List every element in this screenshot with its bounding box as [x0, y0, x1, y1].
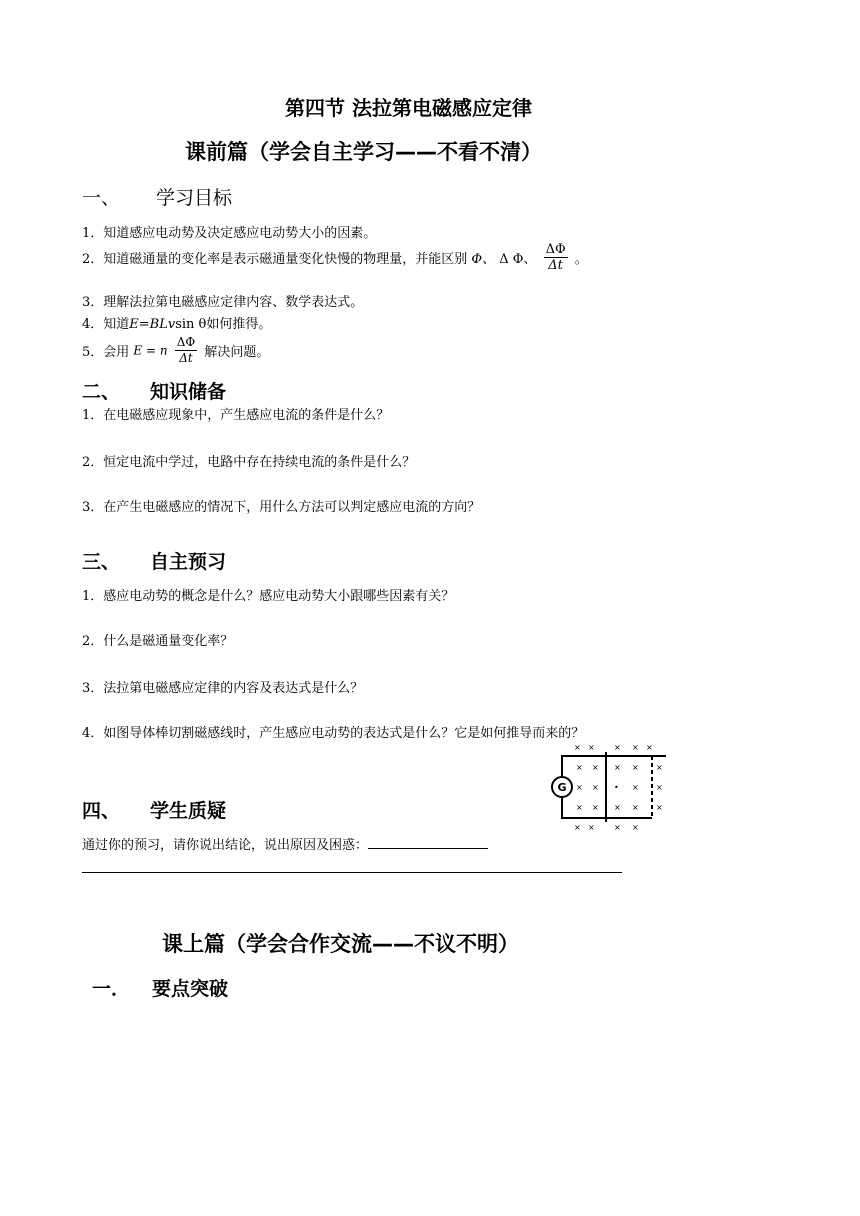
svg-text:×: × — [614, 823, 621, 832]
svg-text:×: × — [656, 783, 663, 792]
sec3-label: 自主预习 — [150, 551, 227, 573]
sec1-item-4-end: 如何推得。 — [206, 317, 272, 332]
part1-heading: 课前篇（学会自主学习——不看不清） — [185, 140, 542, 164]
sec1-item-2-end: 。 — [574, 252, 588, 267]
sec1-item-3: 3．理解法拉第电磁感应定律内容、数学表达式。 — [82, 295, 364, 310]
fraction-denominator: Δt — [548, 258, 563, 273]
phi-symbol: Φ、 — [471, 252, 496, 267]
sec2-item-3: 3．在产生电磁感应的情况下，用什么方法可以判定感应电流的方向？ — [82, 500, 481, 515]
flux-change-rate-fraction — [544, 242, 568, 273]
svg-text:×: × — [632, 803, 639, 812]
delta-phi-symbol: Δ Φ、 — [499, 252, 537, 267]
svg-text:×: × — [592, 763, 599, 772]
sec5-label: 要点突破 — [152, 978, 229, 1000]
sec1-heading — [82, 183, 232, 210]
faraday-lhs: E = n — [133, 343, 168, 358]
sec4-number: 四、 — [82, 800, 121, 822]
svg-text:×: × — [576, 763, 583, 772]
sec4-heading — [82, 796, 226, 823]
sec2-item-1: 1．在电磁感应现象中，产生感应电流的条件是什么？ — [82, 408, 390, 423]
svg-text:×: × — [574, 743, 581, 752]
svg-text:×: × — [656, 763, 663, 772]
svg-text:×: × — [588, 743, 595, 752]
sec3-heading — [82, 547, 226, 574]
sec3-number: 三、 — [82, 551, 121, 573]
fraction-numerator: ΔΦ — [545, 242, 566, 257]
svg-text:×: × — [588, 823, 595, 832]
svg-text:×: × — [632, 743, 639, 752]
svg-text:×: × — [632, 823, 639, 832]
sec4-label: 学生质疑 — [150, 800, 227, 822]
svg-text:×: × — [592, 803, 599, 812]
sec1-item-5 — [82, 335, 269, 366]
answer-blank[interactable] — [368, 836, 488, 849]
sec3-item-4: 4．如图导体棒切割磁感线时，产生感应电动势的表达式是什么？它是如何推导而来的？ — [82, 726, 585, 741]
sec1-item-4-text: 4．知道 — [82, 317, 130, 332]
sec1-item-4 — [82, 313, 271, 332]
sec1-item-5-text: 5．会用 — [82, 345, 130, 360]
svg-text:×: × — [592, 783, 599, 792]
sec1-item-5-end: 解决问题。 — [204, 345, 270, 360]
svg-text:×: × — [574, 823, 581, 832]
emf-formula-sin: sin θ — [175, 317, 207, 332]
sec4-prompt-text: 通过你的预习，请你说出结论，说出原因及困惑： — [82, 838, 369, 853]
part2-heading: 课上篇（学会合作交流——不议不明） — [162, 932, 519, 956]
svg-text:×: × — [632, 783, 639, 792]
sec5-heading — [92, 974, 228, 1001]
svg-text:×: × — [576, 803, 583, 812]
sec4-prompt — [82, 834, 488, 853]
faraday-numerator: ΔΦ — [176, 335, 196, 349]
sec2-heading — [82, 377, 226, 404]
faraday-denominator: Δt — [179, 351, 193, 365]
svg-text:•: • — [614, 783, 619, 792]
faraday-fraction — [175, 335, 198, 366]
sec1-item-2 — [82, 242, 588, 273]
svg-text:×: × — [614, 803, 621, 812]
sec1-item-1: 1．知道感应电动势及决定感应电动势大小的因素。 — [82, 226, 377, 241]
svg-text:×: × — [614, 763, 621, 772]
sec5-number: 一． — [92, 978, 131, 1000]
svg-text:×: × — [632, 763, 639, 772]
sec3-item-2: 2．什么是磁通量变化率？ — [82, 634, 234, 649]
galvanometer-label: G — [557, 781, 567, 794]
sec1-number: 一、 — [82, 187, 121, 209]
svg-text:×: × — [576, 783, 583, 792]
sec3-item-3: 3．法拉第电磁感应定律的内容及表达式是什么？ — [82, 681, 364, 696]
emf-formula: E=BLv — [129, 317, 176, 332]
svg-text:×: × — [614, 743, 621, 752]
sec2-item-2: 2．恒定电流中学过，电路中存在持续电流的条件是什么？ — [82, 455, 416, 470]
sec2-label: 知识储备 — [150, 381, 227, 403]
svg-text:×: × — [656, 803, 663, 812]
sec1-label: 学习目标 — [156, 187, 233, 209]
sec2-number: 二、 — [82, 381, 121, 403]
sec3-item-1: 1．感应电动势的概念是什么？感应电动势大小跟哪些因素有关？ — [82, 589, 455, 604]
rail-circuit-figure — [548, 742, 670, 832]
answer-line[interactable] — [82, 872, 622, 873]
page-title: 第四节 法拉第电磁感应定律 — [285, 96, 532, 120]
svg-text:×: × — [646, 743, 653, 752]
sec1-item-2-text: 2．知道磁通量的变化率是表示磁通量变化快慢的物理量，并能区别 — [82, 252, 468, 267]
